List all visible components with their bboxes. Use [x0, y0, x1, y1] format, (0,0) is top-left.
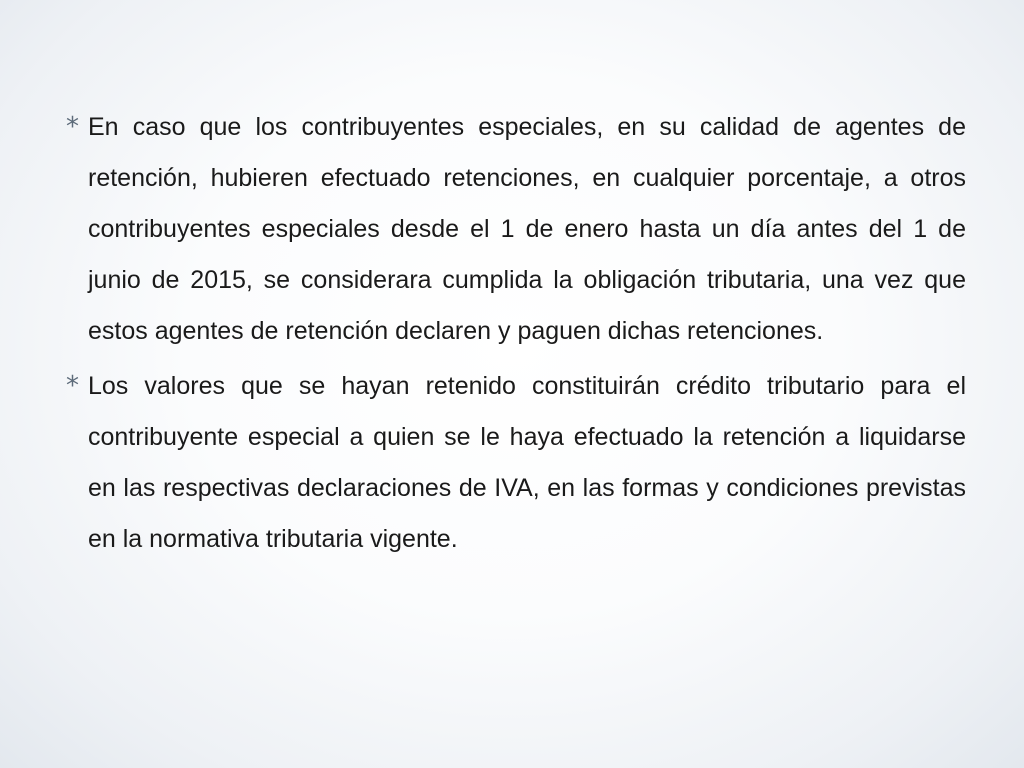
- bullet-text: Los valores que se hayan retenido constituirán crédito tributario para el contribuyente especial a quien se le haya efectuado la retención a liquidarse en las respectivas declaraciones de IVA, en las formas y condiciones previstas en la normativa tributaria vigente.: [88, 372, 966, 553]
- asterisk-bullet-icon: *: [66, 371, 79, 401]
- bullet-text: En caso que los contribuyentes especiales, en su calidad de agentes de retención, hubieren efectuado retenciones, en cualquier porcentaje, a otros contribuyentes especiales desde el 1 de enero hasta un día antes del 1 de junio de 2015, se considerara cumplida la obligación tributaria, una vez que estos agentes de retención declaren y paguen dichas retenciones.: [88, 113, 966, 345]
- bullet-item-1: [66, 102, 966, 357]
- asterisk-bullet-icon: *: [66, 112, 79, 142]
- bullet-item-2: [66, 361, 966, 565]
- bullet-list: [66, 102, 966, 569]
